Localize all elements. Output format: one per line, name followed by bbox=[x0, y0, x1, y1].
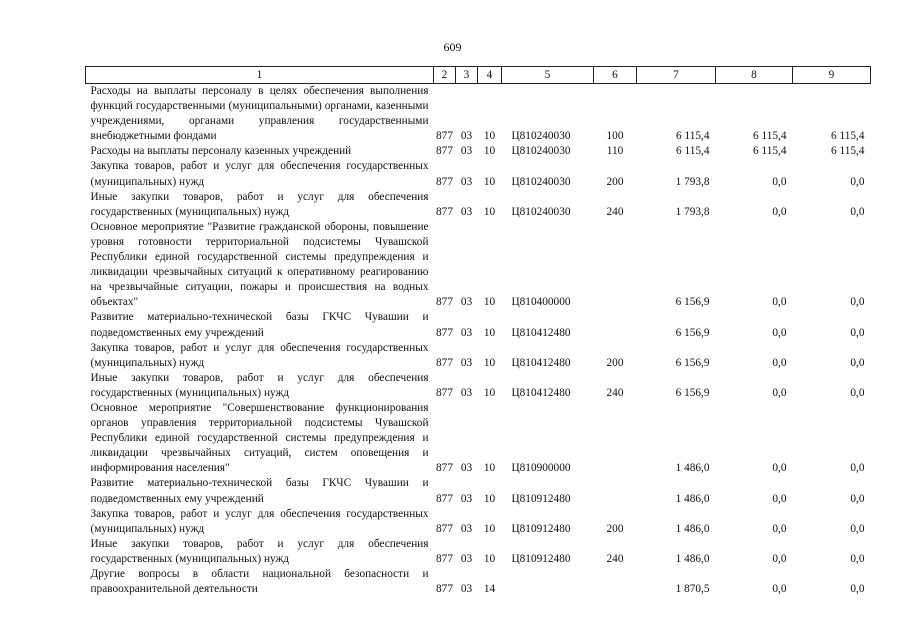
target-article-code: Ц810240030 bbox=[511, 175, 571, 188]
amount-year-2: 6 115,4 bbox=[753, 130, 787, 143]
amount-year-2: 0,0 bbox=[772, 205, 787, 218]
subsection-code: 10 bbox=[483, 205, 496, 218]
table-row bbox=[86, 220, 871, 311]
row-name: Иные закупки товаров, работ и услуг для обеспечения государственных (муниципальных) нужд bbox=[90, 371, 429, 399]
ministry-code: 877 bbox=[436, 205, 453, 218]
expense-type-code: 200 bbox=[606, 356, 624, 369]
expense-type-code: 110 bbox=[606, 145, 624, 158]
amount-year-1: 6 156,9 bbox=[675, 386, 710, 399]
amount-year-3: 6 115,4 bbox=[831, 145, 865, 158]
table-body bbox=[86, 84, 871, 598]
amount-year-3: 0,0 bbox=[850, 386, 865, 399]
ministry-code: 877 bbox=[436, 583, 453, 596]
amount-year-3: 0,0 bbox=[850, 296, 865, 309]
subsection-code: 14 bbox=[483, 583, 496, 596]
target-article-code bbox=[502, 567, 594, 597]
table-row bbox=[86, 310, 871, 340]
target-article-code: Ц810400000 bbox=[511, 296, 571, 309]
amount-year-3: 0,0 bbox=[850, 583, 865, 596]
amount-year-2: 0,0 bbox=[772, 552, 787, 565]
target-article-code: Ц810912480 bbox=[511, 492, 571, 505]
amount-year-1: 6 156,9 bbox=[675, 296, 710, 309]
target-article-code: Ц810412480 bbox=[511, 386, 571, 399]
header-cell: 8 bbox=[716, 67, 793, 84]
target-article-code: Ц810240030 bbox=[511, 205, 571, 218]
ministry-code: 877 bbox=[436, 386, 453, 399]
subsection-code: 10 bbox=[483, 356, 496, 369]
page-number: 609 bbox=[443, 40, 462, 54]
amount-year-3: 0,0 bbox=[850, 356, 865, 369]
row-name: Иные закупки товаров, работ и услуг для обеспечения государственных (муниципальных) нужд bbox=[90, 190, 429, 218]
row-name: Закупка товаров, работ и услуг для обеспечения государственных (муниципальных) нужд bbox=[90, 341, 429, 369]
amount-year-1: 1 793,8 bbox=[675, 175, 710, 188]
amount-year-2: 0,0 bbox=[772, 522, 787, 535]
amount-year-2: 0,0 bbox=[772, 462, 787, 475]
expense-type-code: 240 bbox=[606, 205, 624, 218]
amount-year-1: 6 156,9 bbox=[675, 326, 710, 339]
target-article-code: Ц810240030 bbox=[511, 145, 571, 158]
subsection-code: 10 bbox=[483, 175, 496, 188]
section-code: 03 bbox=[460, 356, 473, 369]
row-name: Основное мероприятие "Совершенствование функционирования органов управления территориальной подсистемы Чувашской Республики единой государственной системы предупреждения и ликвидации чрезвычайных ситуаций, систем оповещения и информирования населения" bbox=[90, 401, 429, 475]
header-cell: 4 bbox=[478, 67, 502, 84]
table-row bbox=[86, 476, 871, 506]
section-code: 03 bbox=[460, 462, 473, 475]
subsection-code: 10 bbox=[483, 296, 496, 309]
amount-year-3: 0,0 bbox=[850, 492, 865, 505]
ministry-code: 877 bbox=[436, 326, 453, 339]
section-code: 03 bbox=[460, 296, 473, 309]
amount-year-2: 0,0 bbox=[772, 386, 787, 399]
row-name: Иные закупки товаров, работ и услуг для обеспечения государственных (муниципальных) нужд bbox=[90, 537, 429, 565]
amount-year-3: 0,0 bbox=[850, 205, 865, 218]
row-name: Другие вопросы в области национальной безопасности и правоохранительной деятельности bbox=[90, 568, 429, 596]
amount-year-3: 0,0 bbox=[850, 326, 865, 339]
target-article-code: Ц810900000 bbox=[511, 462, 571, 475]
section-code: 03 bbox=[460, 130, 473, 143]
target-article-code: Ц810412480 bbox=[511, 356, 571, 369]
row-name: Развитие материально-технической базы ГКЧС Чувашии и подведомственных ему учреждений bbox=[90, 477, 429, 505]
table-row bbox=[86, 537, 871, 567]
header-row bbox=[86, 67, 871, 84]
table-row bbox=[86, 401, 871, 476]
amount-year-2: 0,0 bbox=[772, 326, 787, 339]
ministry-code: 877 bbox=[436, 175, 453, 188]
row-name: Развитие материально-технической базы ГКЧС Чувашии и подведомственных ему учреждений bbox=[90, 311, 429, 339]
ministry-code: 877 bbox=[436, 522, 453, 535]
row-name: Закупка товаров, работ и услуг для обеспечения государственных (муниципальных) нужд bbox=[90, 160, 429, 188]
table-row bbox=[86, 507, 871, 537]
amount-year-2: 0,0 bbox=[772, 492, 787, 505]
amount-year-2: 0,0 bbox=[772, 175, 787, 188]
section-code: 03 bbox=[460, 522, 473, 535]
amount-year-1: 6 115,4 bbox=[676, 145, 710, 158]
amount-year-1: 1 486,0 bbox=[675, 552, 710, 565]
table-row bbox=[86, 190, 871, 220]
header-cell: 5 bbox=[502, 67, 594, 84]
target-article-code: Ц810912480 bbox=[511, 552, 571, 565]
ministry-code: 877 bbox=[436, 462, 453, 475]
section-code: 03 bbox=[460, 205, 473, 218]
amount-year-3: 0,0 bbox=[850, 175, 865, 188]
row-name: Основное мероприятие "Развитие гражданской обороны, повышение уровня готовности территориальной подсистемы Чувашской Республики единой государственной системы предупреждения и ликвидации чрезвычайных ситуаций к оперативному реагированию на чрезвычайные ситуации, пожары и происшествия на водных объектах" bbox=[90, 220, 429, 309]
subsection-code: 10 bbox=[483, 326, 496, 339]
expense-type-code: 240 bbox=[606, 552, 624, 565]
table-row bbox=[86, 371, 871, 401]
amount-year-3: 6 115,4 bbox=[831, 130, 865, 143]
amount-year-1: 1 486,0 bbox=[675, 522, 710, 535]
amount-year-2: 0,0 bbox=[772, 356, 787, 369]
table-row bbox=[86, 341, 871, 371]
table-row bbox=[86, 567, 871, 597]
amount-year-2: 0,0 bbox=[772, 583, 787, 596]
expense-type-code: 240 bbox=[606, 386, 624, 399]
target-article-code: Ц810412480 bbox=[511, 326, 571, 339]
ministry-code: 877 bbox=[436, 356, 453, 369]
table-row bbox=[86, 159, 871, 189]
section-code: 03 bbox=[460, 175, 473, 188]
section-code: 03 bbox=[460, 492, 473, 505]
header-cell: 3 bbox=[456, 67, 478, 84]
budget-table bbox=[85, 66, 871, 597]
section-code: 03 bbox=[460, 552, 473, 565]
row-name: Расходы на выплаты персоналу казенных учреждений bbox=[90, 145, 352, 158]
expense-type-code bbox=[594, 401, 637, 476]
expense-type-code bbox=[594, 476, 637, 506]
section-code: 03 bbox=[460, 326, 473, 339]
amount-year-2: 0,0 bbox=[772, 296, 787, 309]
subsection-code: 10 bbox=[483, 522, 496, 535]
expense-type-code bbox=[594, 220, 637, 311]
header-cell: 6 bbox=[594, 67, 637, 84]
table-row bbox=[86, 144, 871, 159]
target-article-code: Ц810240030 bbox=[511, 130, 571, 143]
expense-type-code: 100 bbox=[606, 130, 624, 143]
amount-year-3: 0,0 bbox=[850, 522, 865, 535]
header-cell: 7 bbox=[637, 67, 716, 84]
row-name: Расходы на выплаты персоналу в целях обеспечения выполнения функций государственными (муниципальными) органами, казенными учреждениями, органами управления государственными внебюджетными фондами bbox=[90, 85, 429, 143]
subsection-code: 10 bbox=[483, 130, 496, 143]
subsection-code: 10 bbox=[483, 386, 496, 399]
row-name: Закупка товаров, работ и услуг для обеспечения государственных (муниципальных) нужд bbox=[90, 507, 429, 535]
ministry-code: 877 bbox=[436, 296, 453, 309]
subsection-code: 10 bbox=[483, 145, 496, 158]
expense-type-code: 200 bbox=[606, 522, 624, 535]
amount-year-1: 6 115,4 bbox=[676, 130, 710, 143]
expense-type-code bbox=[594, 567, 637, 597]
header-cell: 9 bbox=[793, 67, 871, 84]
subsection-code: 10 bbox=[483, 462, 496, 475]
table-row bbox=[86, 84, 871, 145]
subsection-code: 10 bbox=[483, 552, 496, 565]
expense-type-code: 200 bbox=[606, 175, 624, 188]
ministry-code: 877 bbox=[436, 492, 453, 505]
subsection-code: 10 bbox=[483, 492, 496, 505]
amount-year-1: 6 156,9 bbox=[675, 356, 710, 369]
ministry-code: 877 bbox=[436, 145, 453, 158]
section-code: 03 bbox=[460, 145, 473, 158]
amount-year-1: 1 870,5 bbox=[675, 583, 710, 596]
amount-year-2: 6 115,4 bbox=[753, 145, 787, 158]
header-cell: 2 bbox=[434, 67, 456, 84]
ministry-code: 877 bbox=[436, 130, 453, 143]
ministry-code: 877 bbox=[436, 552, 453, 565]
section-code: 03 bbox=[460, 583, 473, 596]
section-code: 03 bbox=[460, 386, 473, 399]
amount-year-1: 1 793,8 bbox=[675, 205, 710, 218]
amount-year-1: 1 486,0 bbox=[675, 462, 710, 475]
amount-year-3: 0,0 bbox=[850, 462, 865, 475]
target-article-code: Ц810912480 bbox=[511, 522, 571, 535]
amount-year-1: 1 486,0 bbox=[675, 492, 710, 505]
header-cell: 1 bbox=[86, 67, 434, 84]
amount-year-3: 0,0 bbox=[850, 552, 865, 565]
expense-type-code bbox=[594, 310, 637, 340]
